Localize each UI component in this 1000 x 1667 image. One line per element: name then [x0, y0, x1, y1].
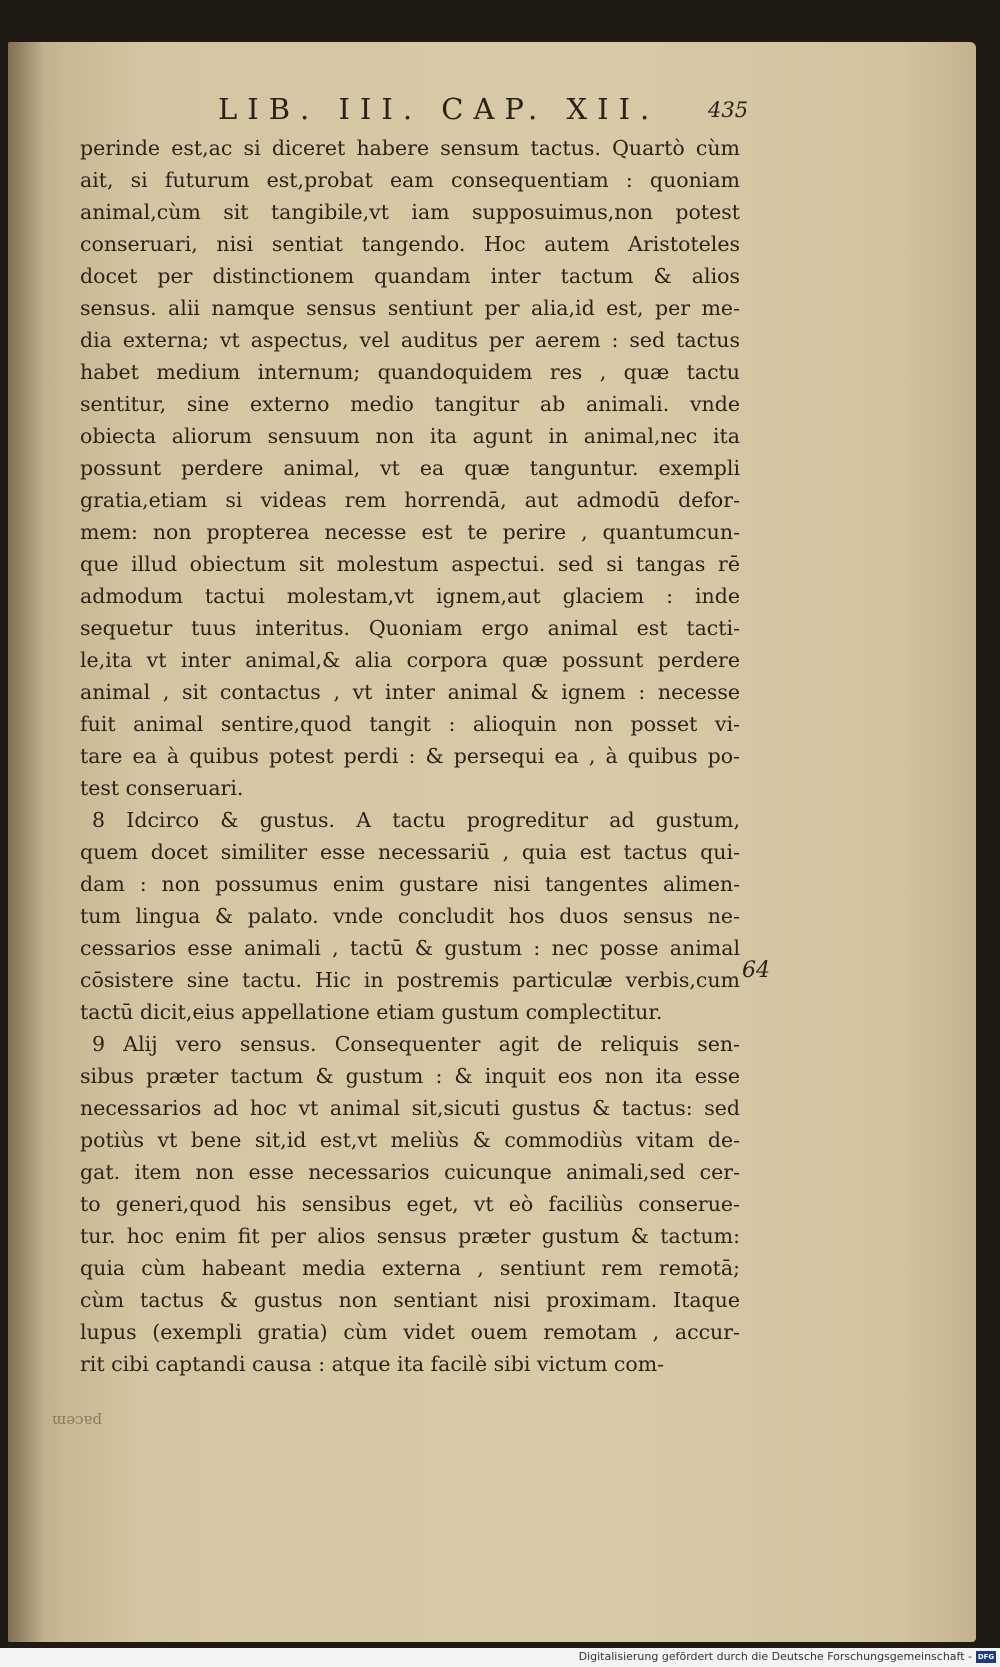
text-line: potiùs vt bene sit,id est,vt meliùs & commodiùs vitam de- [80, 1128, 740, 1152]
text-line: dia externa; vt aspectus, vel auditus per aerem : sed tactus [80, 328, 740, 352]
running-head: LIB. III. CAP. XII. [218, 92, 660, 126]
text-line: cùm tactus & gustus non sentiant nisi proximam. Itaque [80, 1288, 740, 1312]
margin-note: 64 [742, 958, 770, 983]
text-line: quia cùm habeant media externa , sentiunt rem remotā; [80, 1256, 740, 1280]
text-line: docet per distinctionem quandam inter tactum & alios [80, 264, 740, 288]
text-line: to generi,quod his sensibus eget, vt eò faciliùs conserue- [80, 1192, 740, 1216]
text-line: dam : non possumus enim gustare nisi tangentes alimen- [80, 872, 740, 896]
page-gutter-shadow [8, 42, 44, 1642]
text-line: animal,cùm sit tangibile,vt iam supposuimus,non potest [80, 200, 740, 224]
page-number: 435 [708, 98, 749, 122]
text-line: gratia,etiam si videas rem horrendā, aut admodū defor- [80, 488, 740, 512]
text-line: cōsistere sine tactu. Hic in postremis particulæ verbis,cum [80, 968, 740, 992]
text-line: sibus præter tactum & gustum : & inquit eos non ita esse [80, 1064, 740, 1088]
text-line: cessarios esse animali , tactū & gustum : nec posse animal [80, 936, 740, 960]
text-line: sentitur, sine externo medio tangitur ab animali. vnde [80, 392, 740, 416]
text-line: mem: non propterea necesse est te perire , quantumcun- [80, 520, 740, 544]
text-line: obiecta aliorum sensuum non ita agunt in animal,nec ita [80, 424, 740, 448]
text-line: quem docet similiter esse necessariū , quia est tactus qui- [80, 840, 740, 864]
text-line: tare ea à quibus potest perdi : & persequi ea , à quibus po- [80, 744, 740, 768]
text-line: conseruari, nisi sentiat tangendo. Hoc autem Aristoteles [80, 232, 740, 256]
text-line: tum lingua & palato. vnde concludit hos duos sensus ne- [80, 904, 740, 928]
text-line: 9 Alij vero sensus. Consequenter agit de reliquis sen- [92, 1032, 740, 1056]
text-line: rit cibi captandi causa : atque ita facilè sibi victum com- [80, 1352, 665, 1376]
text-line: test conseruari. [80, 776, 244, 800]
text-line: 8 Idcirco & gustus. A tactu progreditur ad gustum, [92, 808, 740, 832]
text-line: necessarios ad hoc vt animal sit,sicuti gustus & tactus: sed [80, 1096, 740, 1120]
text-line: le,ita vt inter animal,& alia corpora quæ possunt perdere [80, 648, 740, 672]
text-line: sequetur tuus interitus. Quoniam ergo animal est tacti- [80, 616, 740, 640]
text-line: que illud obiectum sit molestum aspectui. sed si tangas rē [80, 552, 740, 576]
text-line: admodum tactui molestam,vt ignem,aut glaciem : inde [80, 584, 740, 608]
footer-credit: Digitalisierung gefördert durch die Deutsche Forschungsgemeinschaft - [578, 1650, 972, 1663]
text-line: lupus (exempli gratia) cùm videt ouem remotam , accur- [80, 1320, 740, 1344]
text-line: animal , sit contactus , vt inter animal & ignem : necesse [80, 680, 740, 704]
text-line: fuit animal sentire,quod tangit : alioquin non posset vi- [80, 712, 740, 736]
body-text [80, 132, 740, 1380]
text-line: perinde est,ac si diceret habere sensum tactus. Quartò cùm [80, 136, 740, 160]
text-line: ait, si futurum est,probat eam consequentiam : quoniam [80, 168, 740, 192]
text-line: possunt perdere animal, vt ea quæ tanguntur. exempli [80, 456, 740, 480]
text-line: habet medium internum; quandoquidem res , quæ tactu [80, 360, 740, 384]
text-line: tactū dicit,eius appellatione etiam gustum complectitur. [80, 1000, 663, 1024]
text-line: sensus. alii namque sensus sentiunt per alia,id est, per me- [80, 296, 740, 320]
text-line: gat. item non esse necessarios cuicunque animali,sed cer- [80, 1160, 740, 1184]
dfg-logo: DFG [977, 1653, 995, 1661]
text-line: tur. hoc enim fit per alios sensus præter gustum & tactum: [80, 1224, 740, 1248]
footer-bar [0, 1648, 1000, 1667]
bleed-through-catchword: pacem [52, 1412, 103, 1430]
book-page [8, 42, 976, 1642]
